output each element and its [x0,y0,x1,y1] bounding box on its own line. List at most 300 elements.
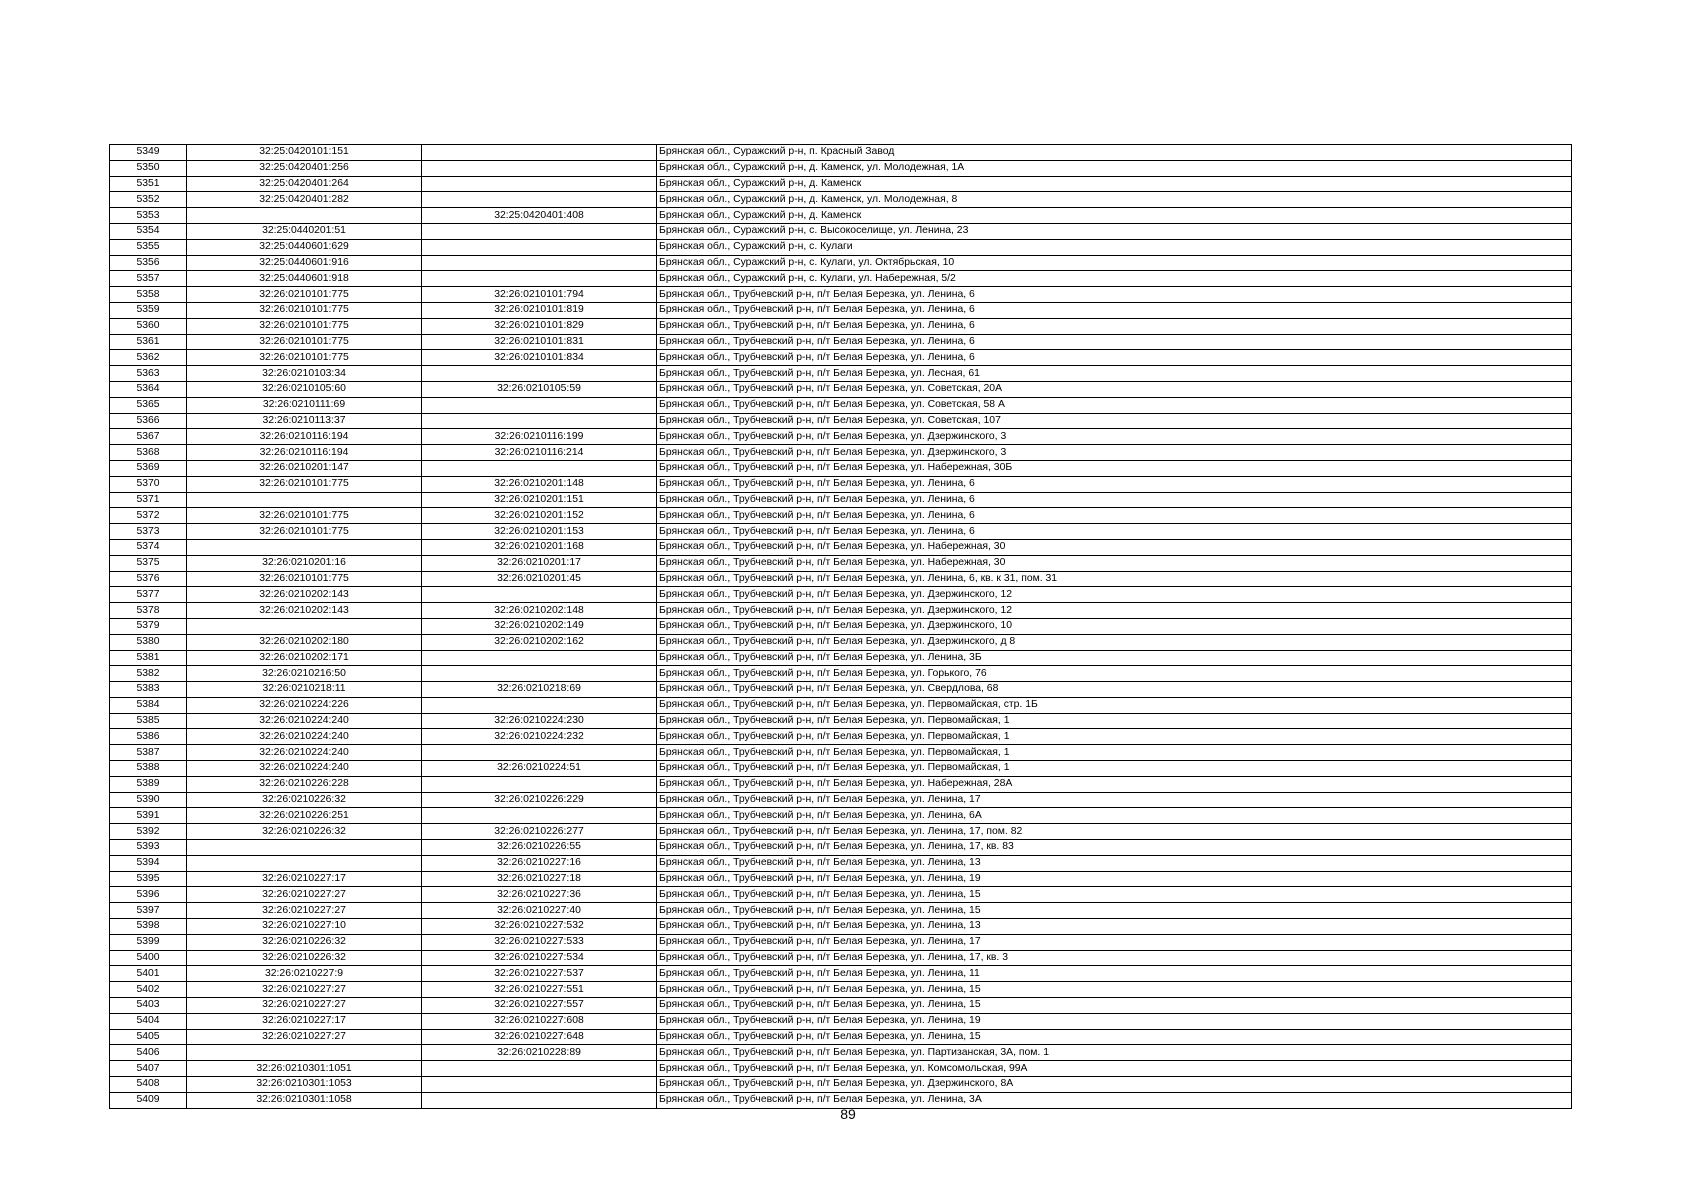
related-cadastral-number-cell [422,176,657,192]
row-number-cell: 5363 [110,366,187,382]
related-cadastral-number-cell [422,666,657,682]
related-cadastral-number-cell: 32:26:0210101:834 [422,350,657,366]
table-row [110,571,1572,587]
table-row [110,776,1572,792]
table-row [110,1077,1572,1093]
row-number-cell: 5396 [110,887,187,903]
address-cell: Брянская обл., Трубчевский р-н, п/т Белая Березка, ул. Дзержинского, 12 [657,587,1572,603]
row-number-cell: 5398 [110,919,187,935]
address-cell: Брянская обл., Трубчевский р-н, п/т Белая Березка, ул. Ленина, 6 [657,508,1572,524]
table-row [110,713,1572,729]
cadastral-number-cell: 32:26:0210216:50 [187,666,422,682]
row-number-cell: 5367 [110,429,187,445]
related-cadastral-number-cell: 32:26:0210226:277 [422,824,657,840]
related-cadastral-number-cell: 32:26:0210224:51 [422,761,657,777]
address-cell: Брянская обл., Суражский р-н, д. Каменск [657,176,1572,192]
table-row [110,476,1572,492]
address-cell: Брянская обл., Суражский р-н, с. Высокоселище, ул. Ленина, 23 [657,223,1572,239]
address-cell: Брянская обл., Трубчевский р-н, п/т Белая Березка, ул. Ленина, 6 [657,334,1572,350]
cadastral-number-cell: 32:26:0210105:60 [187,381,422,397]
cadastral-number-cell: 32:26:0210224:240 [187,729,422,745]
address-cell: Брянская обл., Трубчевский р-н, п/т Белая Березка, ул. Дзержинского, 12 [657,603,1572,619]
table-row [110,1061,1572,1077]
address-cell: Брянская обл., Трубчевский р-н, п/т Белая Березка, ул. Первомайская, 1 [657,713,1572,729]
address-cell: Брянская обл., Трубчевский р-н, п/т Белая Березка, ул. Набережная, 28А [657,776,1572,792]
cadastral-number-cell: 32:26:0210101:775 [187,508,422,524]
cadastral-number-cell: 32:26:0210202:143 [187,587,422,603]
related-cadastral-number-cell: 32:26:0210227:537 [422,966,657,982]
table-row [110,318,1572,334]
related-cadastral-number-cell [422,587,657,603]
address-cell: Брянская обл., Трубчевский р-н, п/т Белая Березка, ул. Набережная, 30 [657,539,1572,555]
cadastral-number-cell: 32:26:0210202:180 [187,634,422,650]
page-number: 89 [840,1106,856,1122]
table-row [110,871,1572,887]
row-number-cell: 5357 [110,271,187,287]
table-row [110,208,1572,224]
related-cadastral-number-cell: 32:26:0210101:794 [422,287,657,303]
related-cadastral-number-cell: 32:26:0210227:532 [422,919,657,935]
address-cell: Брянская обл., Трубчевский р-н, п/т Белая Березка, ул. Ленина, 6А [657,808,1572,824]
cadastral-number-cell: 32:26:0210227:10 [187,919,422,935]
related-cadastral-number-cell: 32:26:0210218:69 [422,682,657,698]
cadastral-number-cell: 32:26:0210101:775 [187,571,422,587]
table-row [110,334,1572,350]
related-cadastral-number-cell [422,145,657,161]
related-cadastral-number-cell: 32:26:0210101:819 [422,302,657,318]
table-row [110,903,1572,919]
table-row [110,587,1572,603]
address-cell: Брянская обл., Трубчевский р-н, п/т Белая Березка, ул. Ленина, 15 [657,1029,1572,1045]
cadastral-number-cell: 32:26:0210101:775 [187,302,422,318]
table-row [110,887,1572,903]
row-number-cell: 5394 [110,855,187,871]
related-cadastral-number-cell [422,255,657,271]
related-cadastral-number-cell: 32:26:0210227:534 [422,950,657,966]
table-row [110,1013,1572,1029]
related-cadastral-number-cell [422,271,657,287]
related-cadastral-number-cell [422,397,657,413]
address-cell: Брянская обл., Трубчевский р-н, п/т Белая Березка, ул. Ленина, 19 [657,1013,1572,1029]
table-row [110,302,1572,318]
related-cadastral-number-cell: 32:26:0210202:149 [422,618,657,634]
address-cell: Брянская обл., Трубчевский р-н, п/т Белая Березка, ул. Ленина, 13 [657,855,1572,871]
related-cadastral-number-cell [422,460,657,476]
cadastral-number-cell: 32:26:0210227:27 [187,887,422,903]
related-cadastral-number-cell: 32:26:0210227:36 [422,887,657,903]
address-cell: Брянская обл., Трубчевский р-н, п/т Белая Березка, ул. Ленина, 17, пом. 82 [657,824,1572,840]
related-cadastral-number-cell: 32:26:0210201:168 [422,539,657,555]
related-cadastral-number-cell: 32:26:0210116:214 [422,445,657,461]
table-row [110,792,1572,808]
cadastral-number-cell: 32:25:0440601:916 [187,255,422,271]
table-row [110,492,1572,508]
related-cadastral-number-cell: 32:26:0210202:162 [422,634,657,650]
table-row [110,1045,1572,1061]
cadastral-number-cell: 32:26:0210227:9 [187,966,422,982]
cadastral-number-cell: 32:26:0210101:775 [187,287,422,303]
cadastral-number-cell: 32:26:0210201:16 [187,555,422,571]
table-row [110,524,1572,540]
table-row [110,934,1572,950]
row-number-cell: 5382 [110,666,187,682]
address-cell: Брянская обл., Трубчевский р-н, п/т Белая Березка, ул. Первомайская, 1 [657,761,1572,777]
cadastral-number-cell: 32:26:0210101:775 [187,334,422,350]
cadastral-number-cell: 32:26:0210202:143 [187,603,422,619]
related-cadastral-number-cell: 32:26:0210227:16 [422,855,657,871]
table-row [110,350,1572,366]
table-row [110,145,1572,161]
related-cadastral-number-cell: 32:26:0210201:45 [422,571,657,587]
cadastral-number-cell: 32:26:0210224:240 [187,713,422,729]
cadastral-number-cell: 32:26:0210227:27 [187,1029,422,1045]
table-row [110,1029,1572,1045]
cadastral-number-cell [187,1045,422,1061]
cadastral-number-cell: 32:26:0210227:27 [187,998,422,1014]
row-number-cell: 5377 [110,587,187,603]
cadastral-number-cell: 32:26:0210224:240 [187,761,422,777]
related-cadastral-number-cell: 32:26:0210224:232 [422,729,657,745]
table-row [110,287,1572,303]
row-number-cell: 5381 [110,650,187,666]
row-number-cell: 5391 [110,808,187,824]
table-row [110,950,1572,966]
address-cell: Брянская обл., Трубчевский р-н, п/т Белая Березка, ул. Набережная, 30Б [657,460,1572,476]
row-number-cell: 5401 [110,966,187,982]
row-number-cell: 5362 [110,350,187,366]
address-cell: Брянская обл., Трубчевский р-н, п/т Белая Березка, ул. Ленина, 6 [657,524,1572,540]
table-row [110,603,1572,619]
row-number-cell: 5359 [110,302,187,318]
row-number-cell: 5350 [110,160,187,176]
address-cell: Брянская обл., Трубчевский р-н, п/т Белая Березка, ул. Набережная, 30 [657,555,1572,571]
address-cell: Брянская обл., Трубчевский р-н, п/т Белая Березка, ул. Ленина, 17, кв. 83 [657,840,1572,856]
table-row [110,840,1572,856]
row-number-cell: 5393 [110,840,187,856]
related-cadastral-number-cell: 32:26:0210226:55 [422,840,657,856]
related-cadastral-number-cell: 32:26:0210201:153 [422,524,657,540]
address-cell: Брянская обл., Трубчевский р-н, п/т Белая Березка, ул. Ленина, 17 [657,792,1572,808]
cadastral-number-cell [187,492,422,508]
row-number-cell: 5407 [110,1061,187,1077]
row-number-cell: 5390 [110,792,187,808]
row-number-cell: 5378 [110,603,187,619]
related-cadastral-number-cell [422,650,657,666]
cadastral-number-cell: 32:26:0210202:171 [187,650,422,666]
table-row [110,618,1572,634]
address-cell: Брянская обл., Трубчевский р-н, п/т Белая Березка, ул. Ленина, 15 [657,998,1572,1014]
cadastral-number-cell: 32:26:0210224:226 [187,697,422,713]
address-cell: Брянская обл., Трубчевский р-н, п/т Белая Березка, ул. Ленина, 6 [657,302,1572,318]
related-cadastral-number-cell: 32:26:0210228:89 [422,1045,657,1061]
cadastral-number-cell: 32:25:0420401:282 [187,192,422,208]
related-cadastral-number-cell: 32:26:0210227:18 [422,871,657,887]
address-cell: Брянская обл., Трубчевский р-н, п/т Белая Березка, ул. Дзержинского, д 8 [657,634,1572,650]
row-number-cell: 5409 [110,1092,187,1108]
related-cadastral-number-cell: 32:26:0210202:148 [422,603,657,619]
row-number-cell: 5402 [110,982,187,998]
address-cell: Брянская обл., Суражский р-н, с. Кулаги, ул. Октябрьская, 10 [657,255,1572,271]
table-row [110,255,1572,271]
table-row [110,966,1572,982]
cadastral-number-cell: 32:26:0210224:240 [187,745,422,761]
address-cell: Брянская обл., Трубчевский р-н, п/т Белая Березка, ул. Ленина, 13 [657,919,1572,935]
row-number-cell: 5404 [110,1013,187,1029]
cadastral-number-cell: 32:26:0210101:775 [187,350,422,366]
table-row [110,460,1572,476]
table-row [110,808,1572,824]
table-row [110,919,1572,935]
row-number-cell: 5400 [110,950,187,966]
cadastral-number-cell: 32:26:0210113:37 [187,413,422,429]
row-number-cell: 5408 [110,1077,187,1093]
address-cell: Брянская обл., Трубчевский р-н, п/т Белая Березка, ул. Ленина, 6 [657,476,1572,492]
cadastral-number-cell: 32:26:0210227:27 [187,903,422,919]
row-number-cell: 5351 [110,176,187,192]
address-cell: Брянская обл., Трубчевский р-н, п/т Белая Березка, ул. Ленина, 15 [657,887,1572,903]
row-number-cell: 5373 [110,524,187,540]
related-cadastral-number-cell: 32:26:0210201:151 [422,492,657,508]
table-row [110,223,1572,239]
property-registry-table [109,144,1572,1109]
related-cadastral-number-cell: 32:26:0210227:648 [422,1029,657,1045]
address-cell: Брянская обл., Суражский р-н, п. Красный Завод [657,145,1572,161]
table-row [110,650,1572,666]
cadastral-number-cell: 32:25:0420401:256 [187,160,422,176]
address-cell: Брянская обл., Трубчевский р-н, п/т Белая Березка, ул. Ленина, 17, кв. 3 [657,950,1572,966]
cadastral-number-cell [187,840,422,856]
cadastral-number-cell: 32:26:0210201:147 [187,460,422,476]
row-number-cell: 5370 [110,476,187,492]
address-cell: Брянская обл., Трубчевский р-н, п/т Белая Березка, ул. Ленина, 6 [657,318,1572,334]
address-cell: Брянская обл., Суражский р-н, с. Кулаги, ул. Набережная, 5/2 [657,271,1572,287]
cadastral-number-cell: 32:26:0210226:32 [187,950,422,966]
table-row [110,445,1572,461]
cadastral-number-cell: 32:26:0210301:1058 [187,1092,422,1108]
table-row [110,697,1572,713]
address-cell: Брянская обл., Суражский р-н, с. Кулаги [657,239,1572,255]
cadastral-number-cell: 32:26:0210103:34 [187,366,422,382]
row-number-cell: 5388 [110,761,187,777]
related-cadastral-number-cell: 32:26:0210227:533 [422,934,657,950]
address-cell: Брянская обл., Трубчевский р-н, п/т Белая Березка, ул. Свердлова, 68 [657,682,1572,698]
related-cadastral-number-cell: 32:26:0210105:59 [422,381,657,397]
cadastral-number-cell: 32:25:0440201:51 [187,223,422,239]
row-number-cell: 5406 [110,1045,187,1061]
related-cadastral-number-cell [422,1061,657,1077]
row-number-cell: 5365 [110,397,187,413]
cadastral-number-cell: 32:26:0210226:251 [187,808,422,824]
row-number-cell: 5379 [110,618,187,634]
table-row [110,555,1572,571]
address-cell: Брянская обл., Трубчевский р-н, п/т Белая Березка, ул. Советская, 58 А [657,397,1572,413]
related-cadastral-number-cell [422,745,657,761]
table-row [110,192,1572,208]
table-row [110,682,1572,698]
cadastral-number-cell: 32:25:0440601:918 [187,271,422,287]
cadastral-number-cell: 32:26:0210227:17 [187,1013,422,1029]
table-row [110,539,1572,555]
address-cell: Брянская обл., Трубчевский р-н, п/т Белая Березка, ул. Ленина, 6 [657,492,1572,508]
row-number-cell: 5386 [110,729,187,745]
table-row [110,397,1572,413]
address-cell: Брянская обл., Трубчевский р-н, п/т Белая Березка, ул. Ленина, 19 [657,871,1572,887]
address-cell: Брянская обл., Трубчевский р-н, п/т Белая Березка, ул. Ленина, 11 [657,966,1572,982]
table-row [110,745,1572,761]
address-cell: Брянская обл., Трубчевский р-н, п/т Белая Березка, ул. Советская, 107 [657,413,1572,429]
table-row [110,855,1572,871]
row-number-cell: 5364 [110,381,187,397]
table-row [110,998,1572,1014]
row-number-cell: 5403 [110,998,187,1014]
row-number-cell: 5352 [110,192,187,208]
row-number-cell: 5395 [110,871,187,887]
related-cadastral-number-cell: 32:26:0210227:40 [422,903,657,919]
address-cell: Брянская обл., Трубчевский р-н, п/т Белая Березка, ул. Лесная, 61 [657,366,1572,382]
registry-table-body [110,145,1572,1109]
related-cadastral-number-cell [422,239,657,255]
row-number-cell: 5353 [110,208,187,224]
row-number-cell: 5366 [110,413,187,429]
related-cadastral-number-cell: 32:26:0210227:557 [422,998,657,1014]
table-row [110,761,1572,777]
row-number-cell: 5358 [110,287,187,303]
cadastral-number-cell [187,618,422,634]
table-row [110,634,1572,650]
address-cell: Брянская обл., Трубчевский р-н, п/т Белая Березка, ул. Первомайская, 1 [657,729,1572,745]
table-row [110,366,1572,382]
row-number-cell: 5368 [110,445,187,461]
row-number-cell: 5371 [110,492,187,508]
cadastral-number-cell [187,208,422,224]
row-number-cell: 5374 [110,539,187,555]
cadastral-number-cell: 32:26:0210226:228 [187,776,422,792]
table-row [110,508,1572,524]
address-cell: Брянская обл., Суражский р-н, д. Каменск, ул. Молодежная, 8 [657,192,1572,208]
address-cell: Брянская обл., Трубчевский р-н, п/т Белая Березка, ул. Ленина, 6 [657,287,1572,303]
address-cell: Брянская обл., Трубчевский р-н, п/т Белая Березка, ул. Первомайская, 1 [657,745,1572,761]
related-cadastral-number-cell: 32:26:0210227:551 [422,982,657,998]
row-number-cell: 5376 [110,571,187,587]
related-cadastral-number-cell [422,192,657,208]
row-number-cell: 5385 [110,713,187,729]
table-row [110,666,1572,682]
row-number-cell: 5369 [110,460,187,476]
address-cell: Брянская обл., Трубчевский р-н, п/т Белая Березка, ул. Ленина, 15 [657,982,1572,998]
cadastral-number-cell: 32:25:0420401:264 [187,176,422,192]
row-number-cell: 5383 [110,682,187,698]
row-number-cell: 5356 [110,255,187,271]
cadastral-number-cell [187,855,422,871]
cadastral-number-cell: 32:26:0210218:11 [187,682,422,698]
table-row [110,271,1572,287]
related-cadastral-number-cell: 32:26:0210226:229 [422,792,657,808]
table-row [110,381,1572,397]
related-cadastral-number-cell [422,366,657,382]
address-cell: Брянская обл., Трубчевский р-н, п/т Белая Березка, ул. Ленина, 6, кв. к 31, пом. 31 [657,571,1572,587]
related-cadastral-number-cell [422,160,657,176]
row-number-cell: 5361 [110,334,187,350]
address-cell: Брянская обл., Трубчевский р-н, п/т Белая Березка, ул. Горького, 76 [657,666,1572,682]
cadastral-number-cell: 32:26:0210301:1053 [187,1077,422,1093]
table-row [110,176,1572,192]
related-cadastral-number-cell: 32:26:0210201:152 [422,508,657,524]
table-row [110,160,1572,176]
row-number-cell: 5354 [110,223,187,239]
cadastral-number-cell: 32:26:0210227:17 [187,871,422,887]
cadastral-number-cell: 32:26:0210116:194 [187,445,422,461]
cadastral-number-cell: 32:26:0210301:1051 [187,1061,422,1077]
row-number-cell: 5399 [110,934,187,950]
address-cell: Брянская обл., Трубчевский р-н, п/т Белая Березка, ул. Первомайская, стр. 1Б [657,697,1572,713]
cadastral-number-cell: 32:26:0210227:27 [187,982,422,998]
address-cell: Брянская обл., Трубчевский р-н, п/т Белая Березка, ул. Дзержинского, 3 [657,445,1572,461]
row-number-cell: 5349 [110,145,187,161]
address-cell: Брянская обл., Суражский р-н, д. Каменск, ул. Молодежная, 1А [657,160,1572,176]
related-cadastral-number-cell: 32:26:0210227:608 [422,1013,657,1029]
address-cell: Брянская обл., Трубчевский р-н, п/т Белая Березка, ул. Ленина, 3Б [657,650,1572,666]
related-cadastral-number-cell [422,776,657,792]
cadastral-number-cell: 32:26:0210116:194 [187,429,422,445]
related-cadastral-number-cell: 32:26:0210116:199 [422,429,657,445]
cadastral-number-cell: 32:26:0210111:69 [187,397,422,413]
cadastral-number-cell [187,539,422,555]
row-number-cell: 5360 [110,318,187,334]
related-cadastral-number-cell [422,1077,657,1093]
cadastral-number-cell: 32:25:0420101:151 [187,145,422,161]
address-cell: Брянская обл., Трубчевский р-н, п/т Белая Березка, ул. Дзержинского, 8А [657,1077,1572,1093]
related-cadastral-number-cell [422,223,657,239]
cadastral-number-cell: 32:26:0210101:775 [187,476,422,492]
related-cadastral-number-cell: 32:25:0420401:408 [422,208,657,224]
cadastral-number-cell: 32:26:0210101:775 [187,524,422,540]
related-cadastral-number-cell: 32:26:0210101:829 [422,318,657,334]
address-cell: Брянская обл., Трубчевский р-н, п/т Белая Березка, ул. Ленина, 3А [657,1092,1572,1108]
address-cell: Брянская обл., Трубчевский р-н, п/т Белая Березка, ул. Ленина, 15 [657,903,1572,919]
address-cell: Брянская обл., Трубчевский р-н, п/т Белая Березка, ул. Комсомольская, 99А [657,1061,1572,1077]
table-row [110,982,1572,998]
address-cell: Брянская обл., Трубчевский р-н, п/т Белая Березка, ул. Ленина, 6 [657,350,1572,366]
table-row [110,429,1572,445]
table-row [110,413,1572,429]
related-cadastral-number-cell [422,808,657,824]
address-cell: Брянская обл., Трубчевский р-н, п/т Белая Березка, ул. Советская, 20А [657,381,1572,397]
table-row [110,729,1572,745]
row-number-cell: 5387 [110,745,187,761]
related-cadastral-number-cell: 32:26:0210201:148 [422,476,657,492]
address-cell: Брянская обл., Трубчевский р-н, п/т Белая Березка, ул. Дзержинского, 10 [657,618,1572,634]
row-number-cell: 5392 [110,824,187,840]
related-cadastral-number-cell: 32:26:0210224:230 [422,713,657,729]
row-number-cell: 5384 [110,697,187,713]
related-cadastral-number-cell: 32:26:0210101:831 [422,334,657,350]
related-cadastral-number-cell [422,697,657,713]
related-cadastral-number-cell [422,413,657,429]
cadastral-number-cell: 32:26:0210226:32 [187,934,422,950]
cadastral-number-cell: 32:26:0210101:775 [187,318,422,334]
cadastral-number-cell: 32:26:0210226:32 [187,792,422,808]
address-cell: Брянская обл., Суражский р-н, д. Каменск [657,208,1572,224]
row-number-cell: 5355 [110,239,187,255]
table-row [110,239,1572,255]
row-number-cell: 5380 [110,634,187,650]
cadastral-number-cell: 32:25:0440601:629 [187,239,422,255]
address-cell: Брянская обл., Трубчевский р-н, п/т Белая Березка, ул. Дзержинского, 3 [657,429,1572,445]
address-cell: Брянская обл., Трубчевский р-н, п/т Белая Березка, ул. Партизанская, 3А, пом. 1 [657,1045,1572,1061]
address-cell: Брянская обл., Трубчевский р-н, п/т Белая Березка, ул. Ленина, 17 [657,934,1572,950]
row-number-cell: 5375 [110,555,187,571]
row-number-cell: 5372 [110,508,187,524]
